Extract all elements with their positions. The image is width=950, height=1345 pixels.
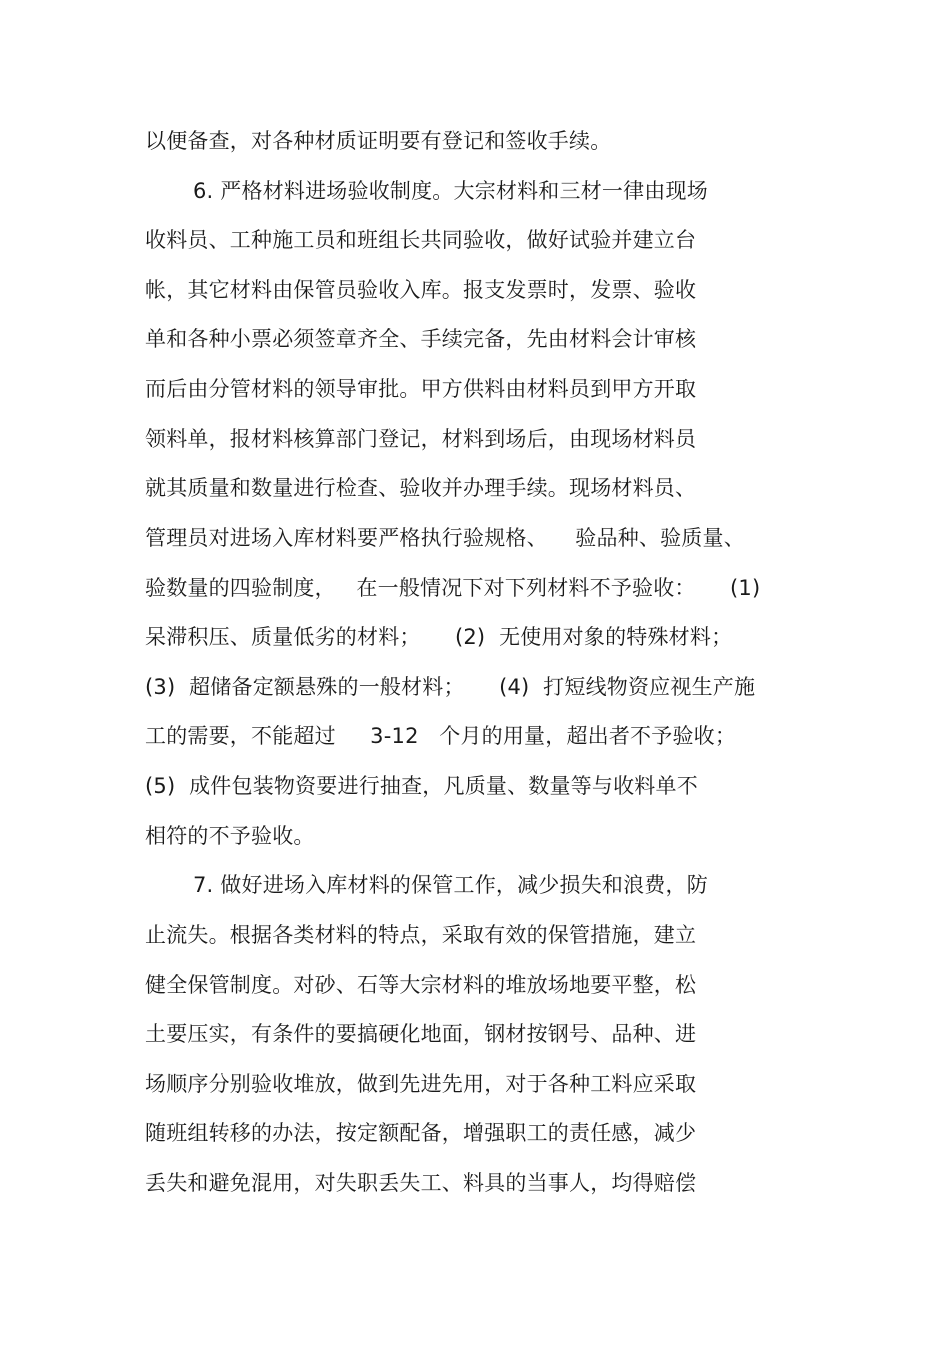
text-line-17: 止流失。根据各类材料的特点，采取有效的保管措施，建立 — [145, 923, 697, 947]
text-line-14: (5) 成件包装物资要进行抽查，凡质量、数量等与收料单不 — [145, 774, 698, 798]
text-line-12: (3) 超储备定额悬殊的一般材料； (4) 打短线物资应视生产施 — [145, 675, 756, 699]
text-line-3: 收料员、工种施工员和班组长共同验收，做好试验并建立台 — [145, 228, 697, 252]
text-line-8: 就其质量和数量进行检查、验收并办理手续。现场材料员、 — [145, 476, 697, 500]
text-line-11: 呆滞积压、质量低劣的材料； (2) 无使用对象的特殊材料； — [145, 625, 733, 649]
text-line-9: 管理员对进场入库材料要严格执行验规格、 验品种、验质量、 — [145, 526, 745, 550]
text-line-7: 领料单，报材料核算部门登记，材料到场后，由现场材料员 — [145, 427, 697, 451]
text-line-4: 帐，其它材料由保管员验收入库。报支发票时，发票、验收 — [145, 278, 697, 302]
text-line-13: 工的需要，不能超过 3-12 个月的用量，超出者不予验收； — [145, 724, 737, 748]
text-line-6: 而后由分管材料的领导审批。甲方供料由材料员到甲方开取 — [145, 377, 697, 401]
text-line-22: 丢失和避免混用，对失职丢失工、料具的当事人，均得赔偿 — [145, 1171, 697, 1195]
text-line-5: 单和各种小票必须签章齐全、手续完备，先由材料会计审核 — [145, 327, 697, 351]
text-line-21: 随班组转移的办法，按定额配备，增强职工的责任感，减少 — [145, 1121, 697, 1145]
text-line-1: 以便备查，对各种材质证明要有登记和签收手续。 — [145, 129, 612, 153]
text-line-15: 相符的不予验收。 — [145, 824, 315, 848]
text-line-16: 7. 做好进场入库材料的保管工作，减少损失和浪费，防 — [193, 873, 708, 897]
text-line-10: 验数量的四验制度， 在一般情况下对下列材料不予验收： (1) — [145, 576, 761, 600]
text-line-20: 场顺序分别验收堆放，做到先进先用，对于各种工料应采取 — [145, 1072, 697, 1096]
text-line-18: 健全保管制度。对砂、石等大宗材料的堆放场地要平整，松 — [145, 973, 697, 997]
text-line-19: 土要压实，有条件的要搞硬化地面，钢材按钢号、品种、进 — [145, 1022, 697, 1046]
text-line-2: 6. 严格材料进场验收制度。大宗材料和三材一律由现场 — [193, 179, 708, 203]
